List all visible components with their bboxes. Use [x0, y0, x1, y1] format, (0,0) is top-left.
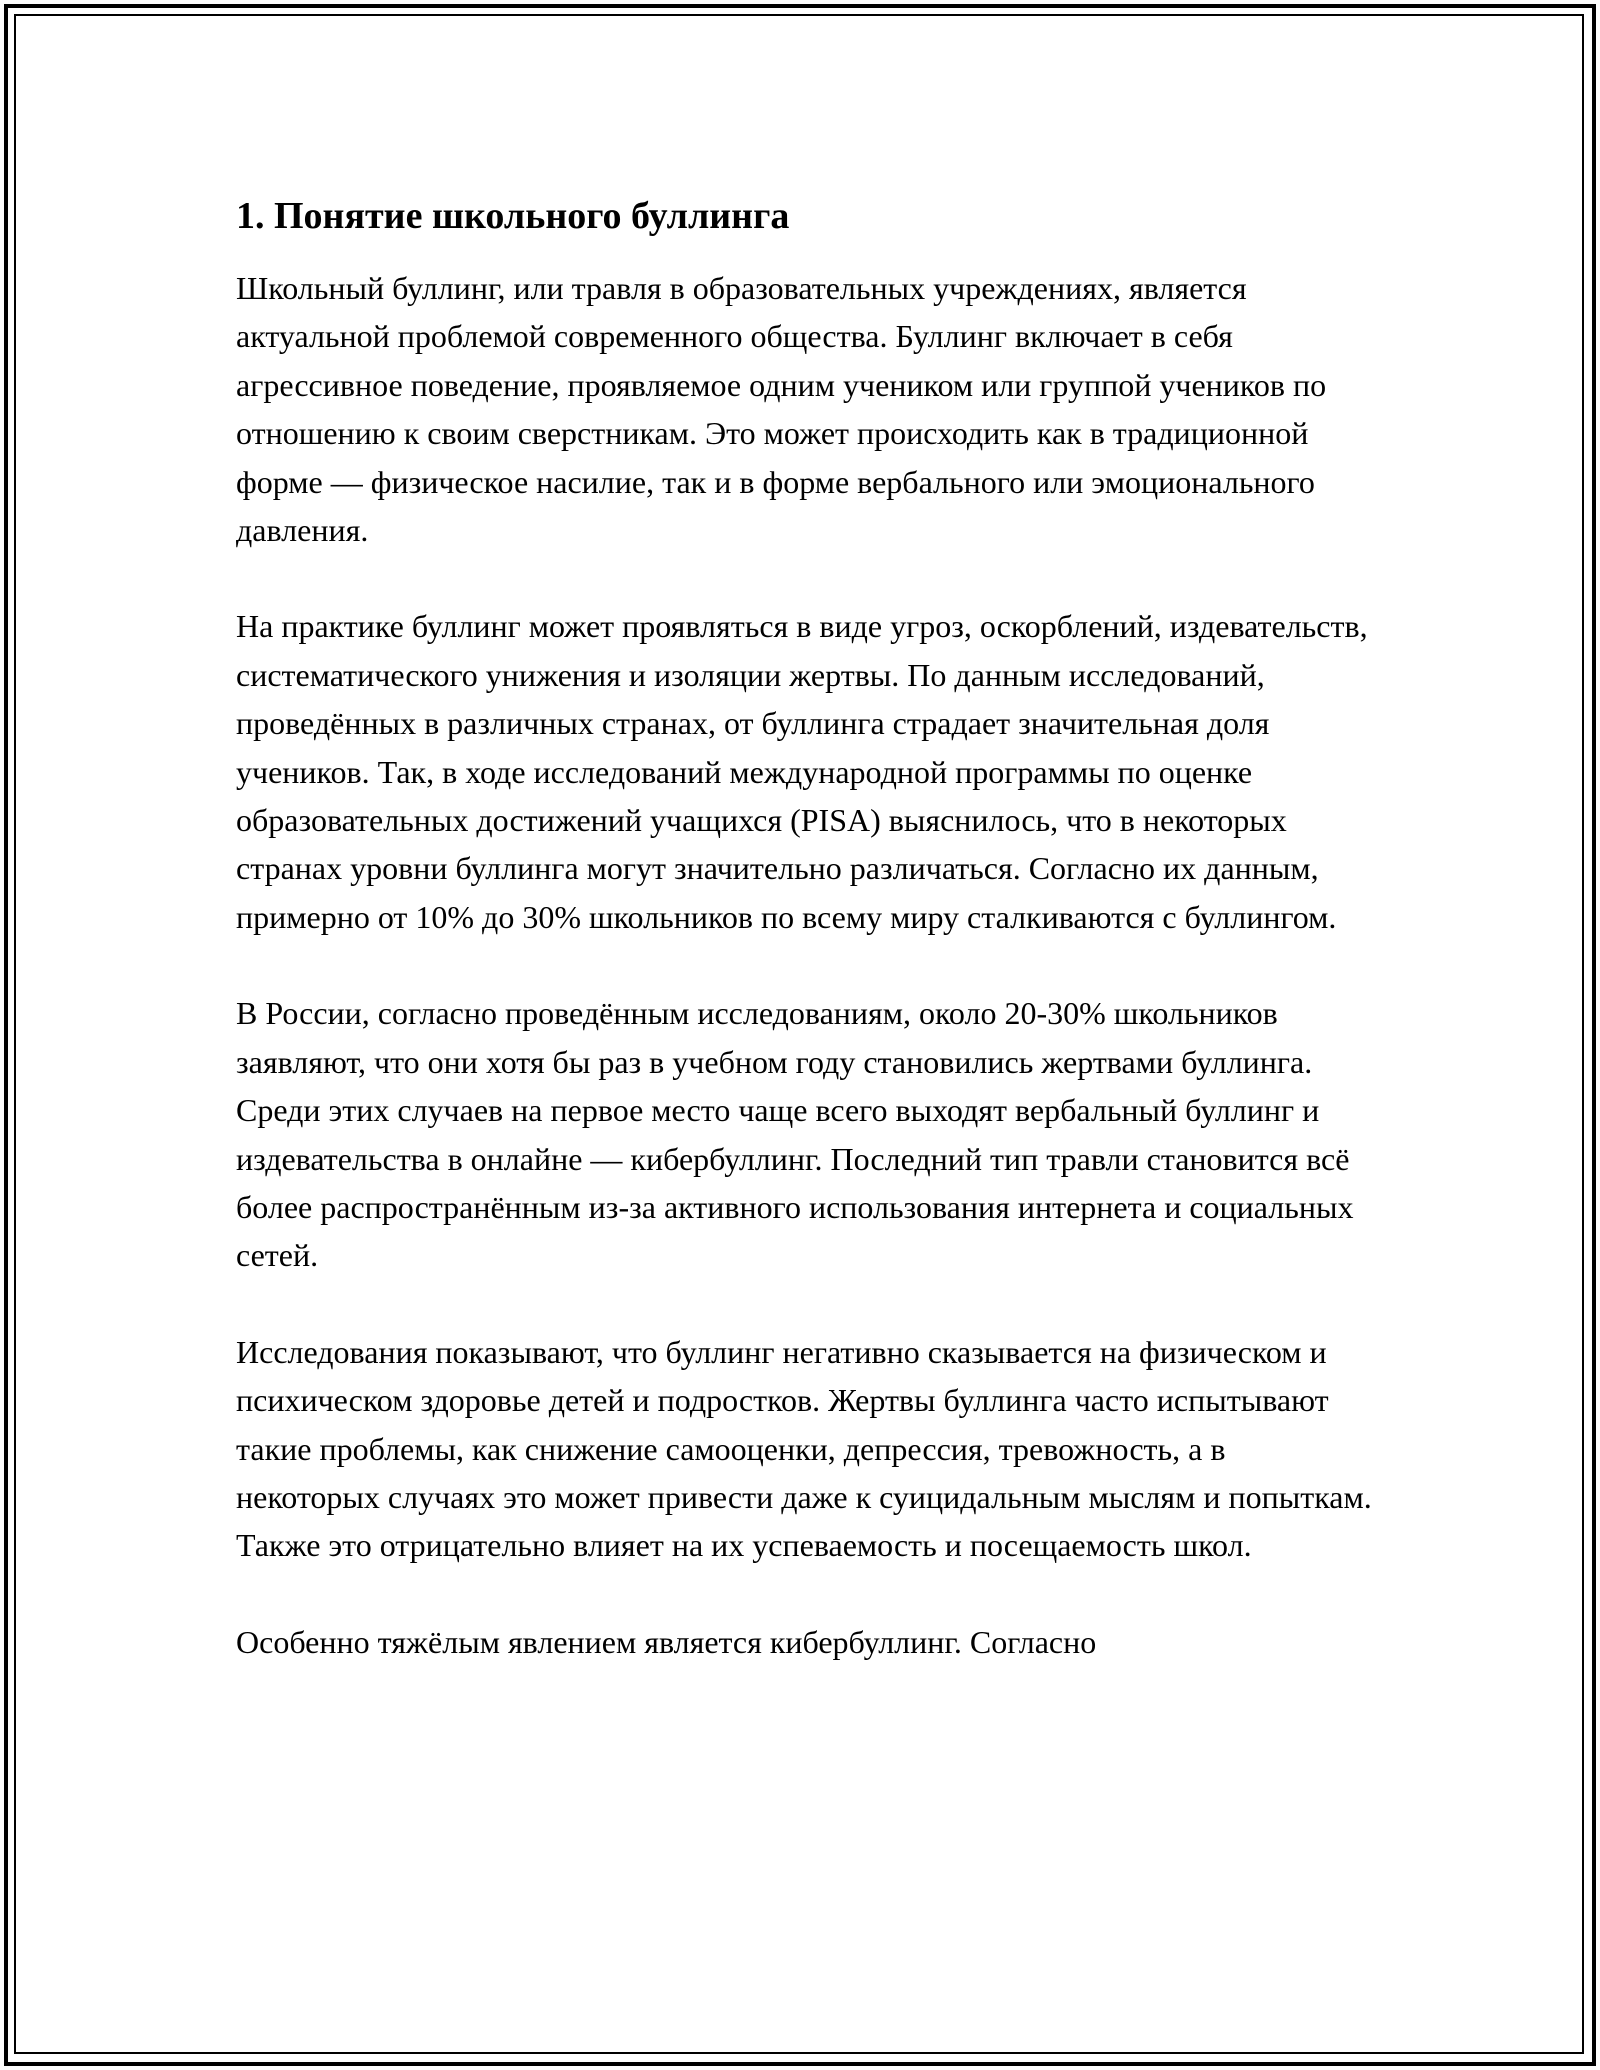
section-heading: 1. Понятие школьного буллинга [236, 195, 790, 237]
paragraph-russia-statistics: В России, согласно проведённым исследованиям, около 20-30% школьников заявляют, что они хотя бы раз в учебном году становились жертвами буллинга. Среди этих случаев на первое место чаще всего выходят вербальный буллинг и издевательства в онлайне — кибербуллинг. Последний тип травли становится всё более распространённым из-за активного использования интернета и социальных сетей. [236, 995, 1354, 1274]
paragraph-cyberbullying: Особенно тяжёлым явлением является кибербуллинг. Согласно [236, 1623, 1097, 1660]
document-body [236, 190, 1376, 1666]
paragraph-health-effects: Исследования показывают, что буллинг негативно сказывается на физическом и психическом здоровье детей и подростков. Жертвы буллинга часто испытывают такие проблемы, как снижение самооценки, депрессия, тревожность, а в некоторых случаях это может привести даже к суицидальным мыслям и попыткам. Также это отрицательно влияет на их успеваемость и посещаемость школ. [236, 1333, 1372, 1564]
paragraph-definition: Школьный буллинг, или травля в образовательных учреждениях, является актуальной проблемой современного общества. Буллинг включает в себя агрессивное поведение, проявляемое одним учеником или группой учеников по отношению к своим сверстникам. Это может происходить как в традиционной форме — физическое насилие, так и в форме вербального или эмоционального давления. [236, 270, 1327, 549]
paragraph-forms-statistics: На практике буллинг может проявляться в виде угроз, оскорблений, издевательств, систематического унижения и изоляции жертвы. По данным исследований, проведённых в различных странах, от буллинга страдает значительная доля учеников. Так, в ходе исследований международной программы по оценке образовательных достижений учащихся (PISA) выяснилось, что в некоторых странах уровни буллинга могут значительно различаться. Согласно их данным, примерно от 10% до 30% школьников по всему миру сталкиваются с буллингом. [236, 608, 1368, 935]
